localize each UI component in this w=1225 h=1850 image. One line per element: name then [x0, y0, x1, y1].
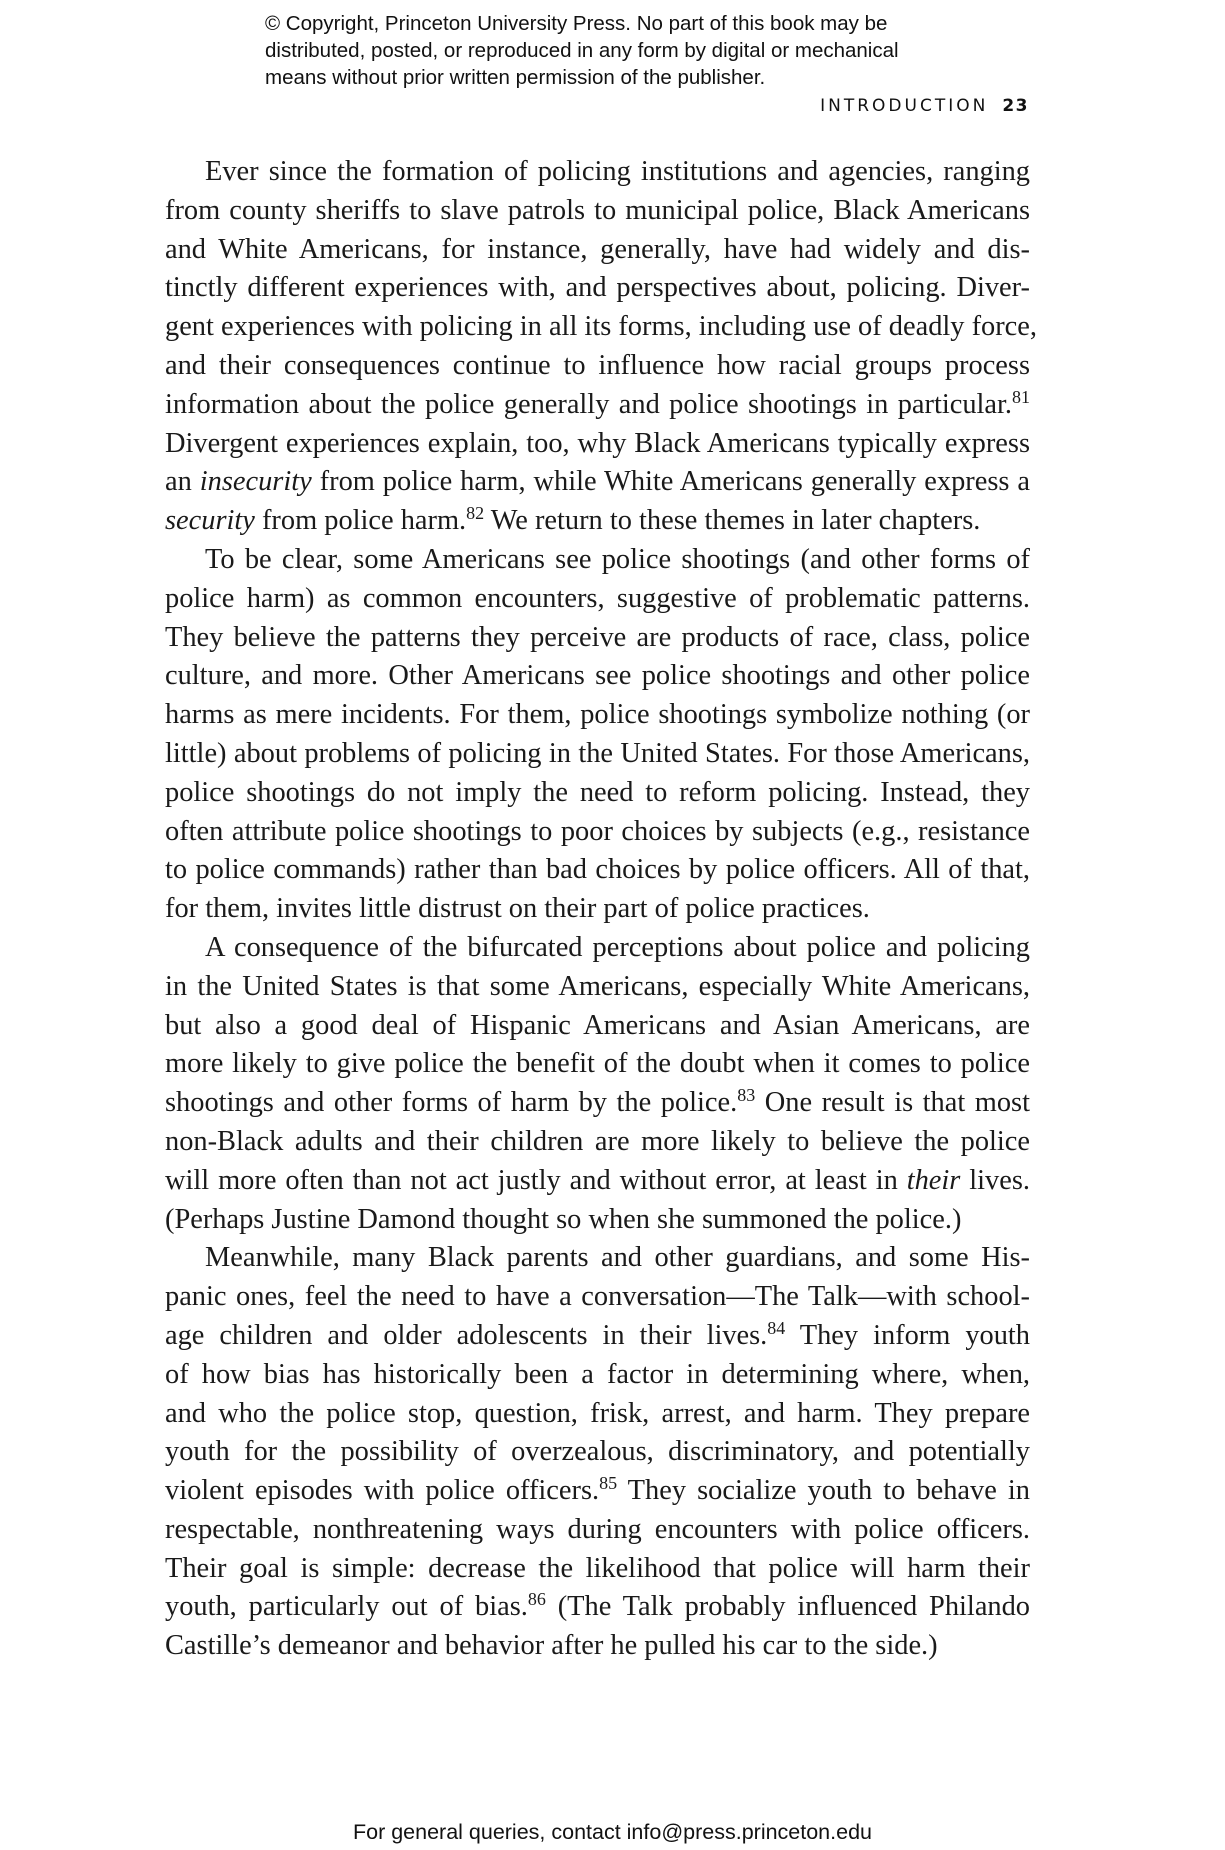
- text-line: To be clear, some Americans see police shootings (and other forms of: [205, 543, 1030, 575]
- text-line: violent episodes with police officers.$^{85}$ They socialize youth to behave in: [165, 1473, 1030, 1507]
- text-line: non-Black adults and their children are more likely to believe the police: [165, 1125, 1030, 1157]
- paragraph: [165, 153, 1037, 541]
- text-line: and their consequences continue to influence how racial groups process: [165, 349, 1030, 381]
- text-line: culture, and more. Other Americans see police shootings and other police: [165, 660, 1030, 692]
- paragraph: [165, 929, 1030, 1239]
- endnote-marker: 85: [599, 1473, 618, 1494]
- text-line: harms as mere incidents. For them, police shootings symbolize nothing (or: [165, 699, 1030, 731]
- text-line: tinctly different experiences with, and perspectives about, policing. Diver-: [165, 272, 1030, 304]
- paragraph: [165, 1239, 1030, 1666]
- text-line: from county sheriffs to slave patrols to municipal police, Black Americans: [165, 194, 1030, 226]
- text-line: A consequence of the bifurcated perceptions about police and policing: [205, 931, 1030, 963]
- endnote-marker: 83: [737, 1085, 756, 1106]
- endnote-marker: 82: [466, 503, 485, 524]
- text-line: Ever since the formation of policing institutions and agencies, ranging: [205, 156, 1030, 187]
- text-line: Divergent experiences explain, too, why Black Americans typically express: [165, 427, 1030, 459]
- text-line: gent experiences with policing in all its forms, including use of deadly force,: [165, 311, 1037, 343]
- endnote-marker: 84: [767, 1317, 786, 1338]
- text-line: youth, particularly out of bias.$^{86}$ (The Talk probably influenced Philando: [165, 1589, 1031, 1623]
- text-line: police harm) as common encounters, suggestive of problematic patterns.: [165, 582, 1030, 614]
- page-number: 23: [1002, 96, 1029, 116]
- text-line: more likely to give police the benefit of the doubt when it comes to police: [165, 1048, 1030, 1080]
- copyright-line: distributed, posted, or reproduced in any form by digital or mechanical: [265, 39, 899, 62]
- text-line: an insecurity from police harm, while White Americans generally express a: [165, 466, 1030, 498]
- text-line: to police commands) rather than bad choices by police officers. All of that,: [165, 854, 1030, 886]
- text-line: little) about problems of policing in the United States. For those Americans,: [165, 737, 1030, 769]
- text-line: age children and older adolescents in their lives.$^{84}$ They inform youth: [165, 1317, 1030, 1351]
- footer-contact: For general queries, contact info@press.princeton.edu: [352, 1820, 872, 1844]
- text-line: of how bias has historically been a factor in determining where, when,: [165, 1358, 1030, 1390]
- emphasis: security: [165, 505, 255, 537]
- text-line: in the United States is that some Americans, especially White Americans,: [165, 970, 1030, 1002]
- text-line: Their goal is simple: decrease the likelihood that police will harm their: [165, 1552, 1030, 1584]
- text-line: respectable, nonthreatening ways during encounters with police officers.: [165, 1513, 1030, 1545]
- text-line: but also a good deal of Hispanic Americans and Asian Americans, are: [165, 1009, 1030, 1041]
- endnote-marker: 86: [527, 1589, 546, 1610]
- text-line: police shootings do not imply the need to reform policing. Instead, they: [165, 776, 1030, 808]
- text-line: and White Americans, for instance, generally, have had widely and dis-: [165, 233, 1030, 265]
- emphasis: insecurity: [199, 466, 312, 498]
- endnote-marker: 81: [1012, 386, 1030, 407]
- text-line: Meanwhile, many Black parents and other guardians, and some His-: [205, 1242, 1030, 1274]
- text-line: shootings and other forms of harm by the police.$^{83}$ One result is that most: [165, 1085, 1030, 1119]
- text-line: youth for the possibility of overzealous, discriminatory, and potentially: [165, 1436, 1030, 1468]
- text-line: They believe the patterns they perceive are products of race, class, police: [165, 621, 1030, 653]
- text-line: panic ones, feel the need to have a conversation—The Talk—with school-: [165, 1281, 1030, 1313]
- text-line: often attribute police shootings to poor choices by subjects (e.g., resistance: [165, 815, 1030, 847]
- text-line: Castille’s demeanor and behavior after he pulled his car to the side.): [165, 1630, 938, 1662]
- section-title: INTRODUCTION: [820, 96, 989, 116]
- copyright-line: means without prior written permission of the publisher.: [265, 66, 766, 89]
- text-line: information about the police generally and police shootings in particular.$^{81}$: [165, 386, 1030, 420]
- body-text: [165, 153, 1037, 1666]
- running-head: [820, 96, 1029, 116]
- emphasis: their: [906, 1164, 961, 1196]
- text-line: and who the police stop, question, frisk, arrest, and harm. They prepare: [165, 1397, 1030, 1429]
- copyright-notice: [265, 10, 1025, 91]
- text-line: security from police harm.$^{82}$ We return to these themes in later chapters.: [165, 503, 981, 537]
- text-line: will more often than not act justly and without error, at least in their lives.: [165, 1164, 1030, 1196]
- text-line: for them, invites little distrust on their part of police practices.: [165, 893, 870, 925]
- paragraph: [165, 541, 1030, 929]
- copyright-line: © Copyright, Princeton University Press. No part of this book may be: [265, 12, 888, 35]
- text-line: (Perhaps Justine Damond thought so when she summoned the police.): [165, 1203, 962, 1235]
